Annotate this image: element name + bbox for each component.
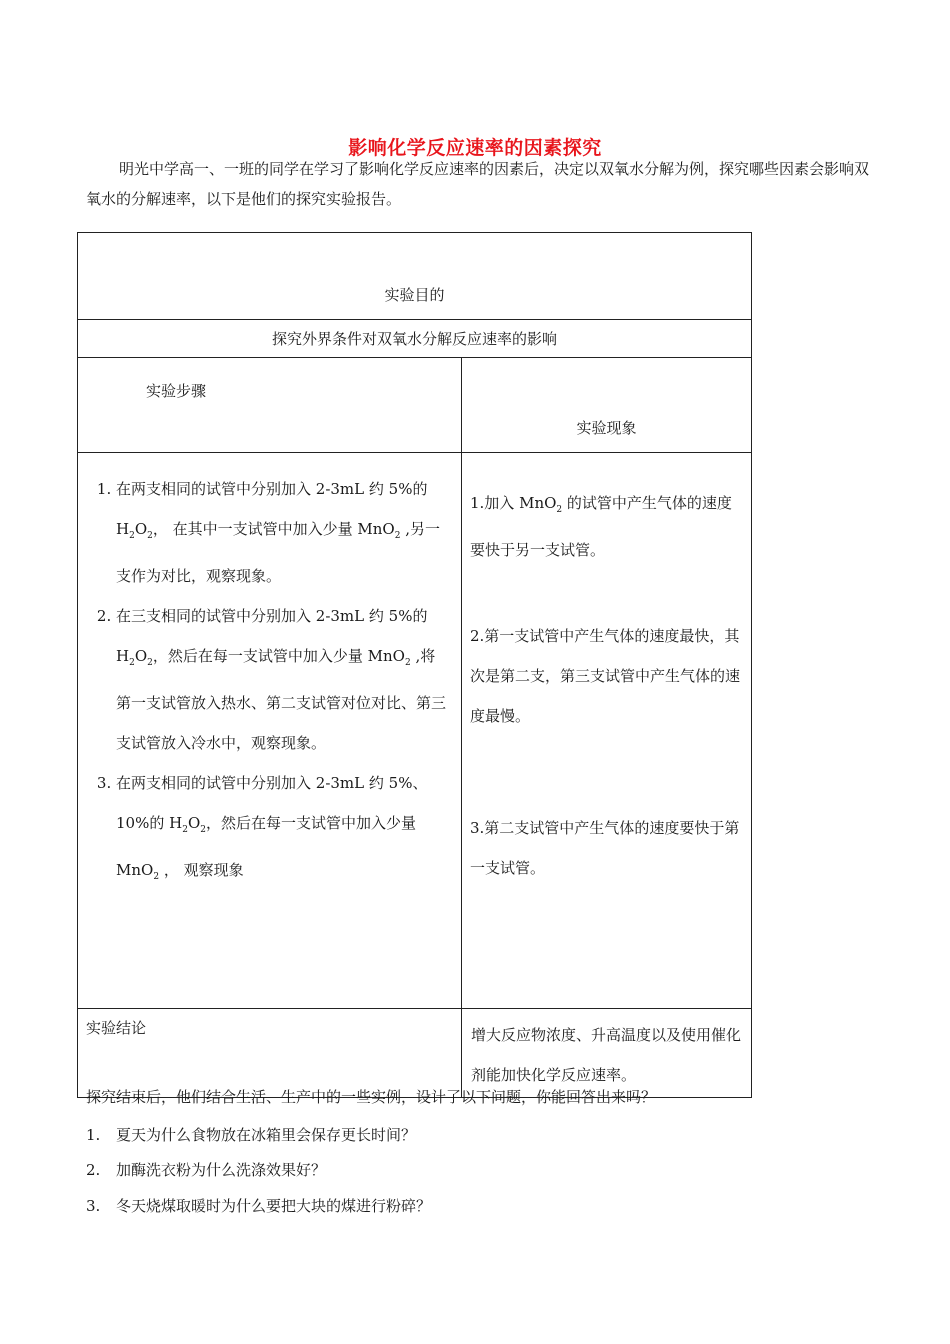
text-fragment: 2.第一支试管中产生气体的速度最快，其次是第二支，第三支试管中产生气体的速度最慢。 (470, 627, 741, 725)
follow-up-text: 探究结束后，他们结合生活、生产中的一些实例，设计了以下问题，你能回答出来吗？ (86, 1088, 657, 1106)
observation-label: 实验现象 (462, 358, 752, 453)
subscript: 2 (129, 531, 135, 541)
observation-item (462, 616, 751, 736)
conclusion-label: 实验结论 (78, 1009, 462, 1098)
text-fragment: O (187, 814, 201, 832)
question-text: 冬天烧煤取暖时为什么要把大块的煤进行粉碎？ (116, 1197, 432, 1215)
text-fragment: O (134, 647, 148, 665)
purpose-label: 实验目的 (78, 233, 752, 320)
text-fragment: ,另一支作为对比，观察现象。 (116, 520, 441, 585)
question-item (86, 1159, 326, 1180)
observation-item (462, 483, 751, 570)
subscript: 2 (556, 505, 563, 515)
observation-item (462, 808, 751, 888)
document-title: 影响化学反应速率的因素探究 (348, 137, 602, 159)
question-number: 3. (86, 1197, 101, 1215)
subscript: 2 (147, 658, 153, 668)
step-item (116, 469, 447, 596)
subscript: 2 (153, 872, 160, 882)
text-fragment: 在两支相同的试管中分别加入 2-3mL 约 5%、10%的 H (116, 774, 428, 832)
steps-cell (78, 453, 462, 1009)
text-fragment: ，然后在每一支试管中加入少量 MnO (116, 814, 416, 879)
question-number: 2. (86, 1161, 101, 1179)
intro-paragraph: 明光中学高一、一班的同学在学习了影响化学反应速率的因素后，决定以双氧水分解为例，探究哪些因素会影响双氧水的分解速率，以下是他们的探究实验报告。 (86, 160, 870, 208)
step-item (116, 596, 447, 763)
text-fragment: ， 观察现象 (159, 861, 244, 879)
steps-label: 实验步骤 (78, 358, 462, 453)
steps-list (78, 453, 461, 897)
subscript: 2 (129, 658, 135, 668)
experiment-report-table (77, 232, 752, 1098)
purpose-text: 探究外界条件对双氧水分解反应速率的影响 (78, 320, 752, 358)
text-fragment: 在三支相同的试管中分别加入 2-3mL 约 5%的 H (116, 607, 428, 665)
text-fragment: 1.加入 MnO (470, 494, 557, 512)
text-fragment: O (134, 520, 148, 538)
conclusion-text: 增大反应物浓度、升高温度以及使用催化剂能加快化学反应速率。 (462, 1009, 752, 1098)
text-fragment: 3.第二支试管中产生气体的速度要快于第一支试管。 (470, 819, 740, 877)
question-item (86, 1124, 416, 1145)
subscript: 2 (182, 825, 188, 835)
question-item (86, 1195, 431, 1216)
question-number: 1. (86, 1126, 101, 1144)
text-fragment: ， 在其中一支试管中加入少量 MnO (152, 520, 395, 538)
text-fragment: 在两支相同的试管中分别加入 2-3mL 约 5%的 H (116, 480, 428, 538)
step-item (116, 763, 447, 897)
text-fragment: 的试管中产生气体的速度要快于另一支试管。 (470, 494, 732, 559)
observations-cell (462, 453, 752, 1009)
observations-list (462, 483, 751, 888)
subscript: 2 (394, 531, 401, 541)
subscript: 2 (200, 825, 206, 835)
text-fragment: ，然后在每一支试管中加入少量 MnO (152, 647, 405, 665)
question-text: 夏天为什么食物放在冰箱里会保存更长时间？ (116, 1126, 417, 1144)
question-text: 加酶洗衣粉为什么洗涤效果好？ (116, 1161, 327, 1179)
subscript: 2 (404, 658, 411, 668)
text-fragment: ,将第一支试管放入热水、第二支试管对位对比、第三支试管放入冷水中，观察现象。 (116, 647, 447, 752)
subscript: 2 (147, 531, 153, 541)
